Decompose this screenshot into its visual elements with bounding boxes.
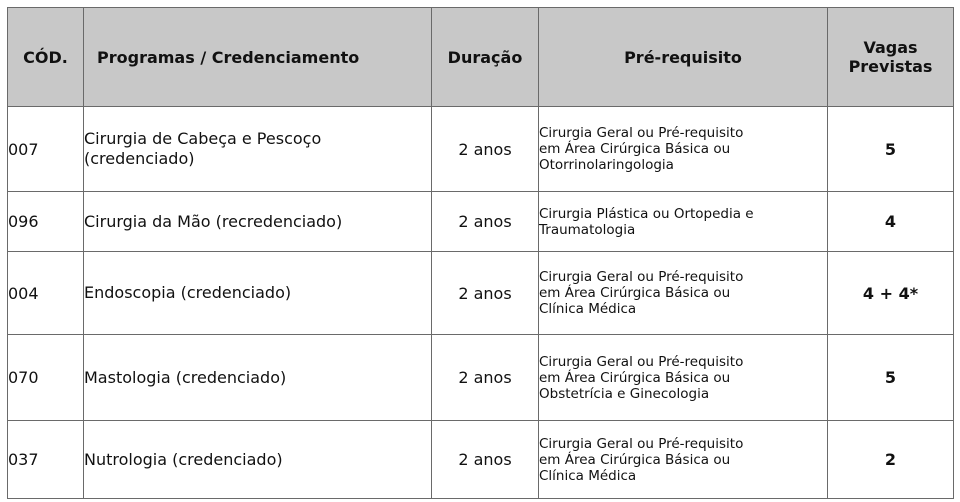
header-vagas-line2: Previstas (848, 57, 933, 76)
cell-duracao: 2 anos (432, 421, 539, 499)
cell-prerequisito (539, 252, 828, 335)
prerequisito-line: Otorrinolaringologia (539, 157, 674, 173)
cell-vagas: 5 (828, 107, 954, 192)
cell-cod: 070 (8, 335, 84, 421)
cell-cod: 007 (8, 107, 84, 192)
prerequisito-line: Traumatologia (539, 221, 636, 238)
cell-programa (84, 107, 432, 192)
prerequisito-line: Clínica Médica (539, 467, 637, 484)
cell-programa (84, 192, 432, 252)
prerequisito-line: Cirurgia Geral ou Pré-requisito (539, 125, 744, 141)
prerequisito-line: em Área Cirúrgica Básica ou (539, 141, 731, 157)
cell-duracao: 2 anos (432, 252, 539, 335)
table-row (8, 421, 954, 499)
header-cod: CÓD. (8, 8, 84, 107)
prerequisito-line: Cirurgia Plástica ou Ortopedia e (539, 205, 754, 222)
prerequisito-line: Cirurgia Geral ou Pré-requisito (539, 269, 744, 285)
prerequisito-line: em Área Cirúrgica Básica ou (539, 285, 731, 301)
cell-vagas: 2 (828, 421, 954, 499)
table-row (8, 335, 954, 421)
table-row (8, 107, 954, 192)
programa-line: Cirurgia de Cabeça e Pescoço (84, 129, 322, 148)
prerequisito-line: Cirurgia Geral ou Pré-requisito (539, 353, 744, 370)
programa-line: Cirurgia da Mão (recredenciado) (84, 211, 343, 231)
cell-programa (84, 335, 432, 421)
header-row (8, 8, 954, 107)
cell-vagas: 4 (828, 192, 954, 252)
prerequisito-line: em Área Cirúrgica Básica ou (539, 369, 731, 386)
prerequisito-line: Clínica Médica (539, 301, 637, 317)
cell-prerequisito (539, 192, 828, 252)
cell-programa (84, 252, 432, 335)
header-programas: Programas / Credenciamento (84, 8, 432, 107)
prerequisito-line: Obstetrícia e Ginecologia (539, 385, 710, 402)
header-duracao: Duração (432, 8, 539, 107)
table-row (8, 252, 954, 335)
cell-duracao: 2 anos (432, 107, 539, 192)
cell-duracao: 2 anos (432, 335, 539, 421)
cell-prerequisito (539, 335, 828, 421)
table-row (8, 192, 954, 252)
programs-table (7, 7, 954, 499)
cell-prerequisito (539, 421, 828, 499)
programa-line: (credenciado) (84, 149, 195, 168)
programa-line: Mastologia (credenciado) (84, 367, 287, 387)
programa-line: Endoscopia (credenciado) (84, 283, 292, 302)
header-vagas (828, 8, 954, 107)
cell-cod: 096 (8, 192, 84, 252)
cell-vagas: 4 + 4* (828, 252, 954, 335)
programa-line: Nutrologia (credenciado) (84, 449, 283, 469)
cell-programa (84, 421, 432, 499)
cell-cod: 004 (8, 252, 84, 335)
cell-prerequisito (539, 107, 828, 192)
cell-cod: 037 (8, 421, 84, 499)
header-prerequisito: Pré-requisito (539, 8, 828, 107)
header-vagas-line1: Vagas (863, 38, 918, 57)
prerequisito-line: Cirurgia Geral ou Pré-requisito (539, 435, 744, 452)
cell-duracao: 2 anos (432, 192, 539, 252)
cell-vagas: 5 (828, 335, 954, 421)
prerequisito-line: em Área Cirúrgica Básica ou (539, 451, 731, 468)
